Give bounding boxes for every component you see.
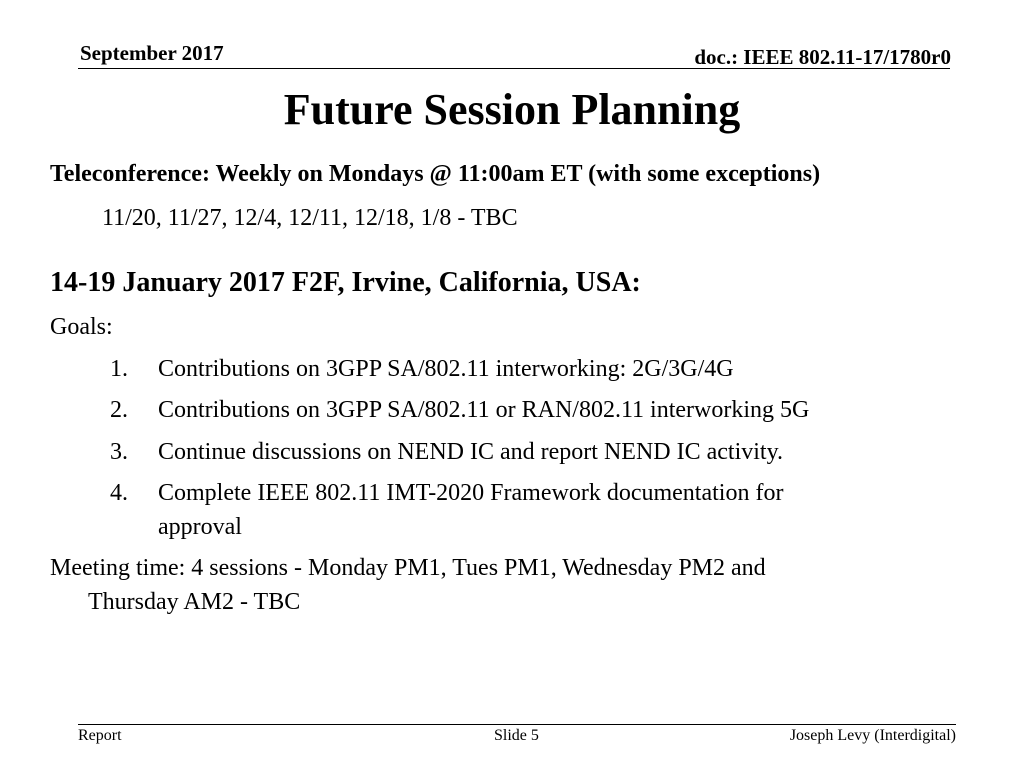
header-date: September 2017 [80, 41, 224, 65]
meeting-heading: 14-19 January 2017 F2F, Irvine, California, USA: [50, 267, 641, 298]
goal-number: 3. [110, 439, 128, 465]
goal-text: Contributions on 3GPP SA/802.11 or RAN/802.11 interworking 5G [158, 397, 810, 423]
slide-number: Slide 5 [494, 727, 539, 744]
header-doc-number: doc.: IEEE 802.11-17/1780r0 [694, 45, 951, 69]
meeting-time-line-continued: Thursday AM2 - TBC [88, 589, 301, 615]
goal-number: 4. [110, 480, 128, 506]
goal-number: 2. [110, 397, 128, 423]
slide-title: Future Session Planning [283, 85, 741, 134]
goal-text: Complete IEEE 802.11 IMT-2020 Framework documentation for [158, 480, 784, 506]
goal-number: 1. [110, 356, 128, 382]
goal-text: Continue discussions on NEND IC and report NEND IC activity. [158, 439, 784, 465]
goals-label: Goals: [50, 314, 113, 340]
footer-author: Joseph Levy (Interdigital) [789, 727, 956, 744]
header-divider [78, 68, 950, 69]
footer-left: Report [78, 727, 122, 744]
footer-divider [78, 724, 956, 725]
goal-text: Contributions on 3GPP SA/802.11 interworking: 2G/3G/4G [158, 356, 734, 382]
goal-text-continued: approval [158, 514, 242, 540]
meeting-time-line: Meeting time: 4 sessions - Monday PM1, Tues PM1, Wednesday PM2 and [50, 555, 766, 581]
teleconference-heading: Teleconference: Weekly on Mondays @ 11:00am ET (with some exceptions) [50, 161, 821, 187]
teleconference-dates: 11/20, 11/27, 12/4, 12/11, 12/18, 1/8 - TBC [102, 205, 518, 231]
